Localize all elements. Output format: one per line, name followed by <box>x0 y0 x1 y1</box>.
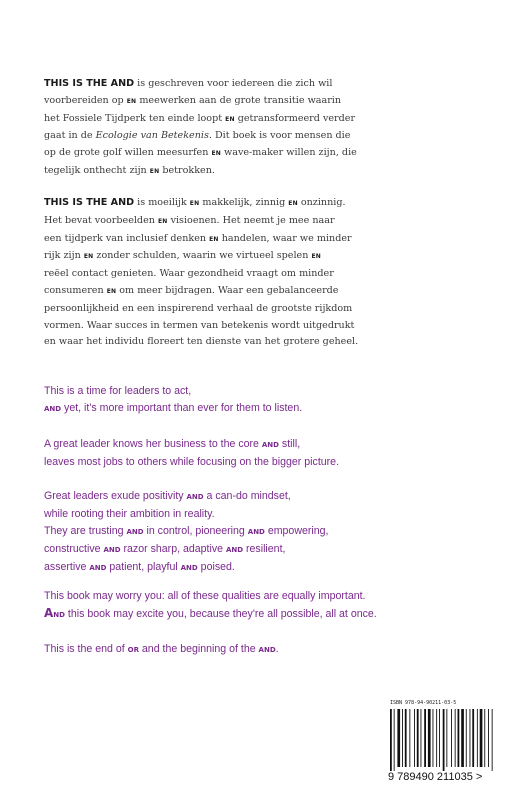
text-segment: EN <box>83 253 94 261</box>
text-segment: EN <box>189 200 200 207</box>
text-line <box>44 506 464 523</box>
text-segment: razor sharp, adaptive <box>120 543 226 555</box>
text-segment: this book may excite you, because they're all possible, all at once. <box>64 608 377 620</box>
barcode-bar <box>461 709 464 767</box>
text-segment: EN <box>126 97 137 105</box>
text-segment: AND <box>258 646 276 654</box>
barcode-bars <box>388 709 500 771</box>
text-segment: EN <box>106 287 117 295</box>
isbn-barcode <box>388 700 506 784</box>
barcode-bar <box>417 709 419 767</box>
text-segment: Great leaders exude positivity <box>44 490 187 502</box>
barcode-bar <box>421 709 422 767</box>
text-segment: meewerken aan de grote transitie waarin <box>136 94 342 106</box>
text-segment: consumeren <box>44 284 107 296</box>
text-segment: rijk zijn <box>44 250 84 262</box>
text-segment: THIS IS THE AND <box>44 78 135 89</box>
text-segment: AND <box>261 441 279 449</box>
text-segment: is moeilijk <box>134 197 190 208</box>
text-segment: om meer bijdragen. Waar een gebalanceerde <box>116 284 339 296</box>
text-segment: THIS IS THE AND <box>44 197 135 208</box>
text-segment: AND <box>89 564 107 572</box>
text-segment: . <box>275 643 279 655</box>
text-segment: . Dit boek is voor mensen die <box>208 130 351 142</box>
text-segment: EN <box>209 235 219 243</box>
text-segment: Het bevat voorbeelden <box>44 214 158 226</box>
text-line <box>44 436 464 454</box>
barcode-bar <box>443 709 445 771</box>
barcode-bar <box>402 709 403 767</box>
text-line <box>44 213 374 231</box>
text-segment: vormen. Waar succes in termen van betekenis wordt uitgedrukt <box>44 319 355 331</box>
barcode-bar <box>484 709 485 767</box>
text-segment: patient, playful <box>106 561 181 573</box>
text-line <box>44 334 374 351</box>
text-segment: AND <box>180 564 198 572</box>
text-segment: wave-maker willen zijn, die <box>220 147 357 159</box>
text-segment: een tijdperk van inclusief denken <box>44 232 210 244</box>
barcode-bar <box>433 709 434 767</box>
text-line <box>44 588 464 605</box>
text-line <box>44 454 464 471</box>
text-line <box>44 163 374 181</box>
barcode-bar <box>428 709 431 767</box>
text-segment: AND <box>247 528 265 536</box>
barcode-bar <box>436 709 437 767</box>
barcode-bar <box>439 709 440 767</box>
text-segment: op de grote golf willen meesurfen <box>44 147 212 159</box>
text-segment: in control, pioneering <box>143 525 248 537</box>
text-line <box>44 128 374 145</box>
text-segment: They are trusting <box>44 525 127 537</box>
text-segment: betrokken. <box>159 164 215 176</box>
text-segment: A great leader knows her business to the core <box>44 438 262 450</box>
text-line <box>44 318 374 335</box>
text-line <box>44 283 374 301</box>
dutch-paragraph-2 <box>44 195 374 351</box>
text-segment: assertive <box>44 561 90 573</box>
text-segment: visioenen. Het neemt je mee naar <box>167 214 335 226</box>
text-segment: gaat in de <box>44 130 96 142</box>
english-paragraph-2 <box>44 436 464 471</box>
text-segment: a can-do mindset, <box>203 490 291 502</box>
text-line <box>44 400 464 418</box>
barcode-bar <box>472 709 474 767</box>
text-line <box>44 266 374 283</box>
barcode-bar <box>397 709 400 767</box>
text-segment: OR <box>127 646 139 654</box>
text-line <box>44 248 374 266</box>
isbn-label: ISBN 978-94-90211-03-5 <box>390 700 457 706</box>
text-segment: makkelijk, zinnig <box>199 197 289 208</box>
text-line <box>44 559 464 577</box>
barcode-number: 9 789490 211035 > <box>388 771 483 783</box>
text-segment: reëel contact genieten. Waar gezondheid vraagt om minder <box>44 268 334 280</box>
barcode-bar <box>394 709 395 771</box>
text-segment: and the beginning of the <box>138 643 259 655</box>
text-segment: EN <box>288 200 298 207</box>
text-segment: empowering, <box>264 525 329 537</box>
text-segment: A <box>44 606 54 620</box>
text-line <box>44 93 374 111</box>
text-segment: voorbereiden op <box>44 94 127 106</box>
text-segment: AND <box>225 546 244 554</box>
barcode-bar <box>466 709 467 767</box>
barcode-bar <box>455 709 456 767</box>
text-segment: AND <box>186 493 204 501</box>
text-line <box>44 541 464 559</box>
text-line <box>44 605 464 624</box>
text-segment: handelen, waar we minder <box>218 232 352 244</box>
barcode-bar <box>446 709 447 767</box>
barcode-bar <box>409 709 410 767</box>
barcode-bar <box>458 709 460 767</box>
barcode-bar <box>424 709 426 767</box>
text-line <box>44 111 374 129</box>
text-segment: poised. <box>197 561 235 573</box>
barcode-bar <box>488 709 489 767</box>
barcode-bar <box>480 709 483 767</box>
english-paragraph-1 <box>44 383 464 418</box>
text-segment: AND <box>126 528 144 536</box>
text-line <box>44 488 464 506</box>
text-segment: het Fossiele Tijdperk ten einde loopt <box>44 112 226 124</box>
barcode-bar <box>405 709 407 767</box>
text-line <box>44 76 374 93</box>
text-segment: constructive <box>44 543 104 555</box>
dutch-paragraph-1 <box>44 76 374 181</box>
text-line <box>44 145 374 163</box>
text-segment: EN <box>211 150 221 158</box>
text-line <box>44 383 464 400</box>
text-segment: tegelijk onthecht zijn <box>44 164 150 176</box>
text-segment: Ecologie van Betekenis <box>95 130 209 142</box>
text-segment: persoonlijkheid en een inspirerend verhaal de grootste rijkdom <box>44 302 353 314</box>
text-segment: This is the end of <box>44 643 128 655</box>
text-line <box>44 195 374 213</box>
barcode-bar <box>470 709 471 767</box>
text-segment: ND <box>53 611 65 619</box>
text-segment: yet, it's more important than ever for them to listen. <box>61 402 303 414</box>
english-paragraph-3 <box>44 488 464 577</box>
text-segment: while rooting their ambition in reality. <box>44 508 215 520</box>
text-segment: resilient, <box>243 543 286 555</box>
text-segment: This is a time for leaders to act, <box>44 385 192 397</box>
text-line <box>44 523 464 541</box>
barcode-bar <box>390 709 392 771</box>
text-segment: AND <box>44 405 62 413</box>
text-segment: getransformeerd verder <box>234 112 356 124</box>
barcode-bar <box>477 709 478 767</box>
barcode-bar <box>414 709 415 767</box>
text-segment: EN <box>311 253 321 261</box>
text-segment: leaves most jobs to others while focusing on the bigger picture. <box>44 456 340 468</box>
text-segment: zonder schulden, waarin we virtueel spelen <box>93 250 312 262</box>
text-segment: EN <box>225 115 235 123</box>
english-paragraph-4 <box>44 588 464 624</box>
text-segment: EN <box>149 167 160 175</box>
text-line <box>44 231 374 249</box>
text-segment: This book may worry you: all of these qualities are equally important. <box>44 590 366 602</box>
text-segment: still, <box>278 438 301 450</box>
text-line <box>44 301 374 318</box>
barcode-bar <box>492 709 493 771</box>
text-segment: EN <box>157 217 168 225</box>
text-line <box>44 641 464 659</box>
english-paragraph-5 <box>44 641 464 659</box>
text-segment: is geschreven voor iedereen die zich wil <box>134 78 333 89</box>
text-segment: onzinnig. <box>297 197 346 208</box>
text-segment: en waar het individu floreert ten dienste van het grotere geheel. <box>44 336 359 348</box>
text-segment: AND <box>103 546 121 554</box>
barcode-bar <box>451 709 452 767</box>
